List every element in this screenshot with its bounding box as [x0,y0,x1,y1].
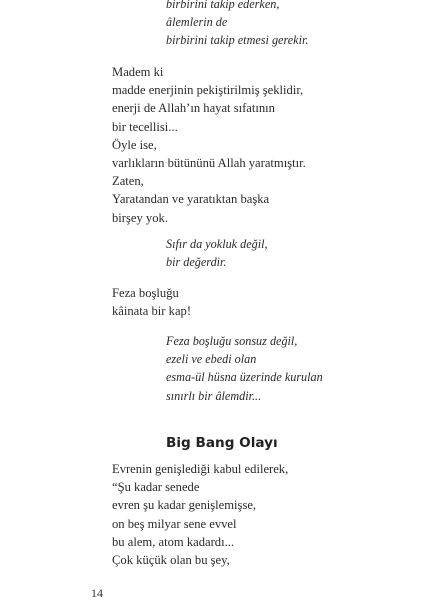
poem-line: birbirini takip ederken, [166,0,280,11]
poem-line: Zaten, [112,174,144,189]
stanza-roman-1 [112,63,306,227]
poem-line: Yaratandan ve yaratıktan başka [112,192,270,207]
poem-line: esma-ül hüsna üzerinde kurulan [166,370,323,385]
poem-line: Öyle ise, [112,137,157,152]
poem-line: bu alem, atom kadardı... [112,534,235,549]
stanza-roman-2 [112,284,191,320]
poem-line: enerji de Allah’ın hayat sıfatının [112,101,275,116]
poem-line: Çok küçük olan bu şey, [112,553,230,568]
poem-line: Evrenin genişlediği kabul edilerek, [112,462,289,476]
poem-line: evren şu kadar genişlemişse, [112,498,257,513]
poem-line: sınırlı bir âlemdir... [166,388,262,403]
poem-line: birbirini takip etmesi gerekir. [166,33,309,48]
stanza-italic-2 [166,235,268,271]
stanza-italic-3 [166,332,323,405]
poem-line: kâinata bir kap! [112,304,192,319]
poem-line: âlemlerin de [166,15,228,30]
poem-line: Feza boşluğu [112,286,179,300]
poem-line: Feza boşluğu sonsuz değil, [166,334,298,348]
poem-line: varlıkların bütününü Allah yaratmıştır. [112,156,306,171]
poem-line: bir değerdir. [166,255,227,270]
poem-line: Sıfır da yokluk değil, [166,237,268,251]
stanza-italic-1 [166,0,308,50]
poem-line: ezeli ve ebedi olan [166,352,257,367]
page-number: 14 [91,586,103,600]
section-heading: Big Bang Olayı [166,435,278,451]
poem-line: on beş milyar sene evvel [112,516,237,531]
poem-line: bir tecellisi... [112,119,178,134]
poem-line: madde enerjinin pekiştirilmiş şeklidir, [112,83,304,98]
stanza-roman-3 [112,460,288,569]
poem-line: Madem ki [112,65,164,79]
poem-line: “Şu kadar senede [112,480,200,495]
poem-line: birşey yok. [112,210,168,225]
